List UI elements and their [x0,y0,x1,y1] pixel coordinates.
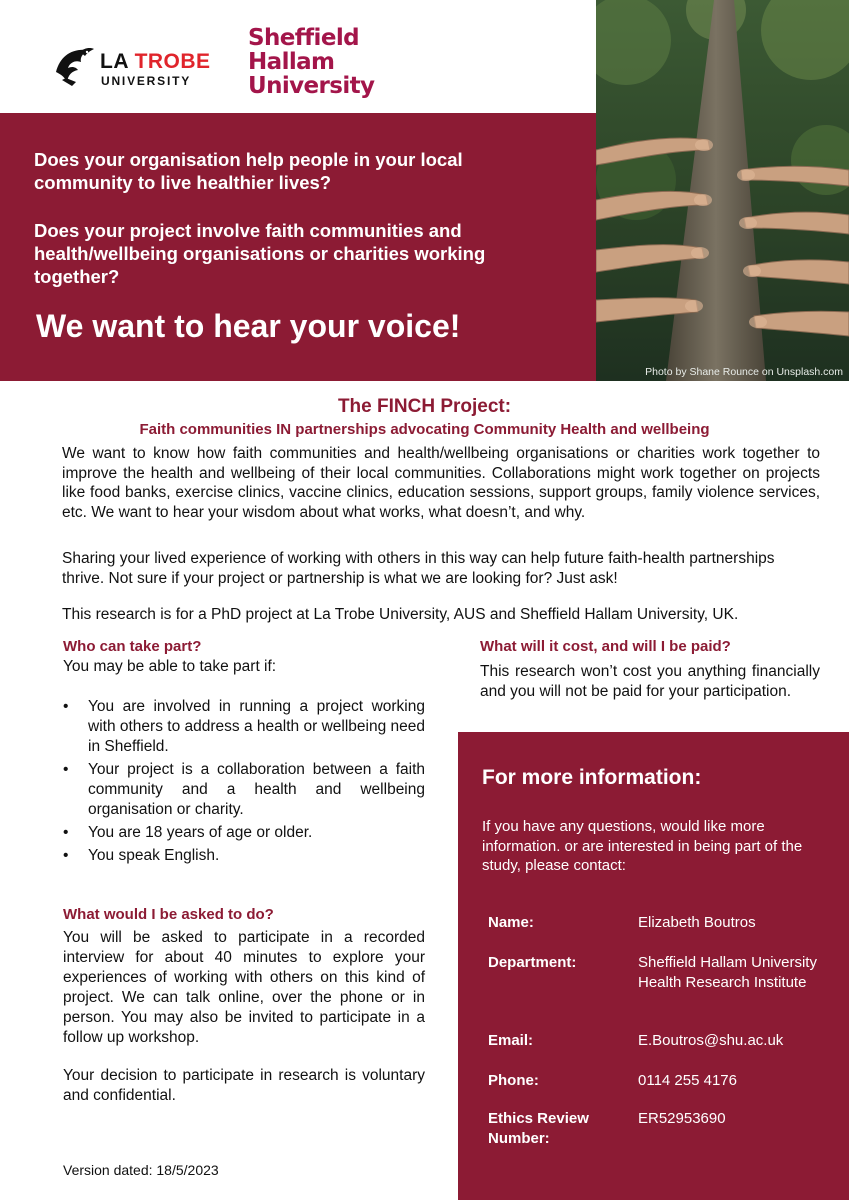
hands-on-tree-photo [596,0,849,381]
banner-question-1: Does your organisation help people in your local community to live healthier lives? [34,149,463,193]
list-item: • You are 18 years of age or older. [63,823,425,843]
list-item: • Your project is a collaboration between a faith community and a health and wellbeing organisation or charity. [63,760,425,820]
more-information-heading: For more information: [482,766,702,789]
contact-value: ER52953690 [638,1110,726,1127]
contact-label: Name: [488,914,534,931]
what-asked-heading: What would I be asked to do? [63,906,274,923]
contact-label: Phone: [488,1072,539,1089]
la-trobe-university-label: UNIVERSITY [101,74,192,88]
photo-credit: Photo by Shane Rounce on Unsplash.com [645,366,843,378]
what-asked-body: You will be asked to participate in a recorded interview for about 40 minutes to explore your experiences of working with others on this kind of project. We can talk online, over the phone or in person. You may also be invited to participate in a follow up workshop. [63,929,425,1046]
voluntary-note: Your decision to participate in research is voluntary and confidential. [63,1067,425,1104]
shu-line-3: University [248,73,375,99]
sheffield-hallam-logo [248,26,374,98]
project-subtitle: Faith communities IN partnerships advocating Community Health and wellbeing [139,421,710,438]
shu-line-1: Sheffield [248,25,359,51]
logo-header [0,0,596,113]
la-trobe-bird-icon [50,42,96,88]
version-date: Version dated: 18/5/2023 [63,1162,219,1178]
contact-label: Department: [488,954,577,971]
intro-paragraph-2: Sharing your lived experience of working with others in this way can help future faith-health partnerships thrive. Not sure if your project or partnership is what we are looking for? Just ask! [62,550,775,587]
question-banner [0,113,596,381]
contact-label: Email: [488,1032,534,1049]
eligibility-list [63,697,425,869]
banner-question-2: Does your project involve faith communities and health/wellbeing organisations or charities working together? [34,220,486,287]
more-information-panel [458,732,849,1200]
banner-headline: We want to hear your voice! [36,308,461,344]
contact-phone: 0114 255 4176 [638,1072,737,1089]
contact-value: Elizabeth Boutros [638,914,756,931]
contact-email[interactable]: E.Boutros@shu.ac.uk [638,1032,784,1049]
shu-line-2: Hallam [248,49,335,75]
project-title: The FINCH Project: [337,396,512,417]
more-information-intro: If you have any questions, would like more information. or are interested in being part of the study, please contact: [482,818,803,874]
cost-body: This research won’t cost you anything financially and you will not be paid for your participation. [480,663,820,700]
photo-illustration [596,0,849,381]
cost-heading: What will it cost, and will I be paid? [480,638,731,655]
intro-paragraph-1: We want to know how faith communities and health/wellbeing organisations or charities work together to improve the health and wellbeing of their local communities. Collaborations might work together on projects like food banks, exercise clinics, vaccine clinics, education sessions, support groups, family violence services, etc. We want to hear your wisdom about what works, what doesn’t, and why. [62,445,820,521]
intro-paragraph-3: This research is for a PhD project at La Trobe University, AUS and Sheffield Hallam University, UK. [62,606,739,623]
list-item: • You speak English. [63,846,425,866]
list-item: • You are involved in running a project working with others to address a health or wellbeing need in Sheffield. [63,697,425,757]
who-intro-text: You may be able to take part if: [63,658,277,675]
contact-value: Sheffield Hallam University Health Research Institute [638,954,817,991]
la-trobe-logo [50,42,230,92]
contact-label: Ethics Review Number: [488,1110,589,1147]
who-can-take-part-heading: Who can take part? [63,638,202,655]
la-trobe-wordmark: LA TROBE [100,50,211,73]
